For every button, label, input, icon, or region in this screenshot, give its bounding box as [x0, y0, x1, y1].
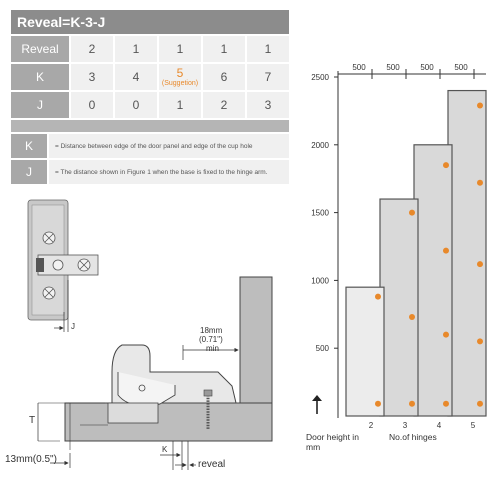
x-tick-label-3: 3 [402, 421, 408, 430]
range-label-1: 500 [352, 63, 366, 72]
cell-reveal-3: 1 [159, 36, 201, 62]
row-label-reveal: Reveal [11, 36, 69, 62]
x-tick-label-5: 5 [470, 421, 476, 430]
hinge-dot-5-1 [477, 401, 483, 407]
chart-bar-5 [448, 91, 486, 416]
definition-label-j: J [11, 160, 47, 184]
hinge-dot-4-2 [443, 332, 449, 338]
y-tick-label-500: 500 [315, 344, 329, 354]
hinge-dot-4-1 [443, 401, 449, 407]
hinge-dot-4-3 [443, 248, 449, 254]
range-label-2: 500 [386, 63, 400, 72]
definition-label-k: K [11, 134, 47, 158]
cell-j-3: 1 [159, 92, 201, 118]
hinge-dot-3-3 [409, 210, 415, 216]
suggestion-note: (Suggetion) [161, 79, 199, 87]
x-tick-label-4: 4 [436, 421, 442, 430]
cell-k-2: 4 [115, 64, 157, 90]
y-tick-label-1500: 1500 [311, 208, 329, 218]
cell-reveal-5: 1 [247, 36, 289, 62]
cell-k-5: 7 [247, 64, 289, 90]
min-gap-inch-label: (0.71") [199, 335, 223, 344]
k-dimension-label: K [162, 445, 168, 454]
y-tick-label-2500: 2500 [311, 73, 329, 82]
hinge-dot-3-2 [409, 314, 415, 320]
cell-k-1: 3 [71, 64, 113, 90]
hinge-dot-3-1 [409, 401, 415, 407]
cell-j-4: 2 [203, 92, 245, 118]
cell-reveal-2: 1 [115, 36, 157, 62]
hinge-dot-2-2 [375, 294, 381, 300]
cell-j-2: 0 [115, 92, 157, 118]
t-dimension-label: T [29, 415, 36, 426]
range-label-3: 500 [420, 63, 434, 72]
suggested-value: 5 [176, 65, 184, 80]
hinge-dot-5-4 [477, 180, 483, 186]
row-label-k: K [11, 64, 69, 90]
hinge-dot-2-1 [375, 401, 381, 407]
chart-bar-2 [346, 287, 384, 416]
j-dimension-label: J [71, 322, 75, 331]
cell-reveal-4: 1 [203, 36, 245, 62]
hinge-dot-5-5 [477, 102, 483, 108]
x-tick-label-2: 2 [368, 421, 374, 430]
formula-title: Reveal=K-3-J [11, 10, 289, 34]
hinge-dot-5-3 [477, 261, 483, 267]
row-label-j: J [11, 92, 69, 118]
range-label-4: 500 [454, 63, 468, 72]
definition-text-k: = Distance between edge of the door panel and edge of the cup hole [49, 134, 289, 158]
chart-bar-4 [414, 145, 452, 416]
cell-j-1: 0 [71, 92, 113, 118]
x-label-door-height: Door height in mm [306, 432, 359, 452]
chart-bar-3 [380, 199, 418, 416]
thickness-label: 13mm(0.5") [5, 454, 57, 465]
cell-k-4: 6 [203, 64, 245, 90]
definition-text-j: = The distance shown in Figure 1 when the base is fixed to the hinge arm. [49, 160, 289, 184]
cell-reveal-1: 2 [71, 36, 113, 62]
hinge-dot-5-2 [477, 338, 483, 344]
cell-j-5: 3 [247, 92, 289, 118]
up-arrow-icon [312, 395, 322, 401]
x-label-hinges: No.of hinges [389, 432, 437, 442]
y-tick-label-2000: 2000 [311, 140, 329, 150]
min-gap-label: 18mm [200, 326, 223, 335]
y-tick-label-1000: 1000 [311, 276, 329, 286]
reveal-dimension-label: reveal [198, 459, 226, 470]
hinge-dot-4-4 [443, 162, 449, 168]
min-gap-min-label: min [206, 344, 219, 353]
